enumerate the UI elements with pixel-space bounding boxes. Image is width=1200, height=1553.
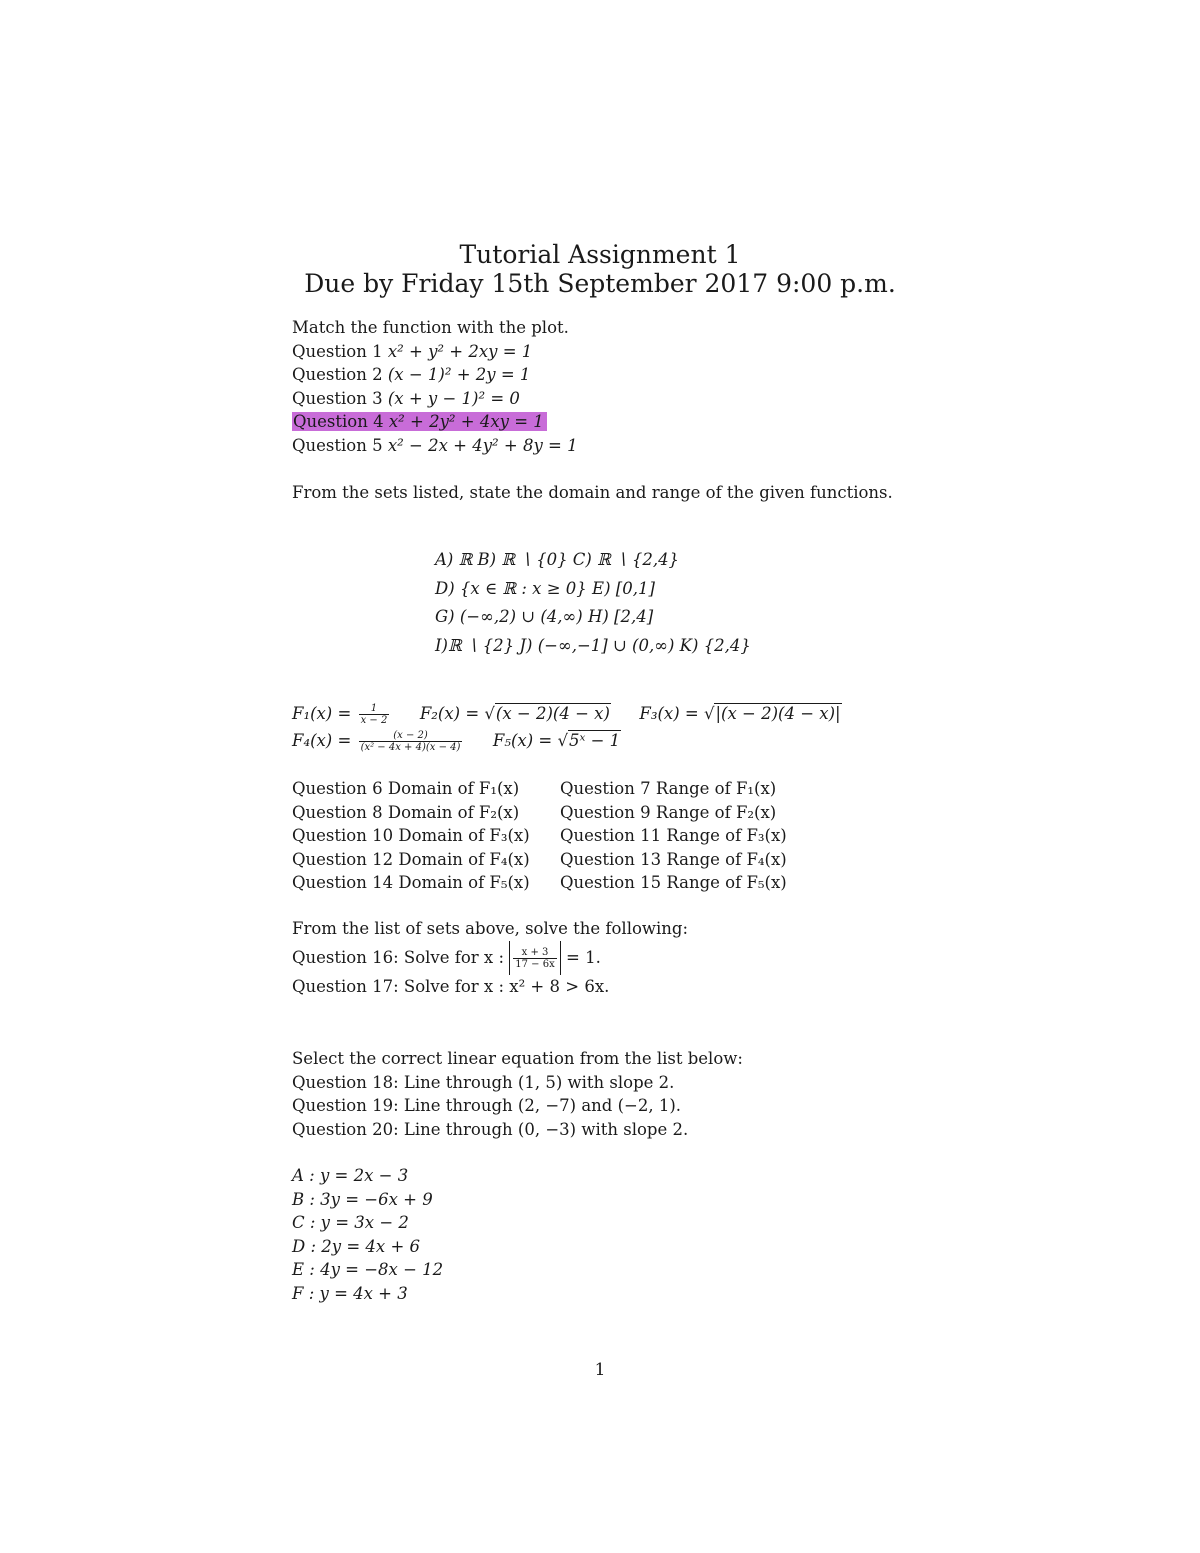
page-number: 1 <box>594 1360 606 1380</box>
question-3 <box>292 387 578 411</box>
option-f: F : y = 4x + 3 <box>292 1283 408 1303</box>
dr-right: Question 9 Range of F₂(x) <box>560 802 777 822</box>
f2-definition <box>420 700 611 727</box>
question-3-equation: (x + y − 1)² = 0 <box>387 388 520 408</box>
f5-radicand: 5ˣ − 1 <box>569 731 621 750</box>
f1-fraction <box>359 703 390 726</box>
f2-radicand: (x − 2)(4 − x) <box>495 704 610 723</box>
page-title: Tutorial Assignment 1 <box>459 240 741 269</box>
option-a: A : y = 2x − 3 <box>292 1166 409 1185</box>
f2-lhs: F₂(x) = √ <box>419 704 495 723</box>
dr-right: Question 7 Range of F₁(x) <box>560 779 777 798</box>
question-4-label: Question 4 <box>293 412 384 431</box>
question-1-label: Question 1 <box>292 341 383 361</box>
question-5-equation: x² − 2x + 4y² + 8y = 1 <box>387 435 578 455</box>
f1-numerator: 1 <box>359 703 390 715</box>
match-intro: Match the function with the plot. <box>292 318 569 337</box>
dr-right: Question 11 Range of F₃(x) <box>560 826 787 845</box>
question-20: Question 20: Line through (0, −3) with slope 2. <box>292 1119 689 1139</box>
f3-radicand: |(x − 2)(4 − x)| <box>715 704 841 723</box>
set-row-1: A) ℝ B) ℝ ∖ {0} C) ℝ ∖ {2,4} <box>435 550 680 569</box>
dr-left: Question 14 Domain of F₅(x) <box>292 873 530 892</box>
question-16-fraction <box>513 947 556 970</box>
title-block <box>0 240 1200 298</box>
question-4 <box>292 410 578 434</box>
option-b: B : 3y = −6x + 9 <box>292 1189 433 1209</box>
function-row-2 <box>292 727 842 754</box>
domain-range-questions <box>292 777 787 895</box>
question-16-tail: = 1. <box>566 947 601 967</box>
linear-section <box>292 1047 743 1141</box>
f3-lhs: F₃(x) = √ <box>639 704 715 723</box>
dr-row <box>292 777 787 801</box>
function-row-1 <box>292 700 842 727</box>
question-4-equation: x² + 2y² + 4xy = 1 <box>388 412 544 431</box>
dr-right: Question 15 Range of F₅(x) <box>560 873 787 892</box>
f1-lhs: F₁(x) = <box>292 704 352 723</box>
question-16-abs <box>509 941 560 975</box>
option-e: E : 4y = −8x − 12 <box>292 1260 444 1279</box>
question-17: Question 17: Solve for x : x² + 8 > 6x. <box>292 977 610 996</box>
question-16-numerator: x + 3 <box>513 947 556 959</box>
linear-intro: Select the correct linear equation from the list below: <box>292 1049 743 1068</box>
question-18: Question 18: Line through (1, 5) with slope 2. <box>292 1072 675 1092</box>
question-16-label: Question 16: Solve for x : <box>292 947 505 967</box>
f5-definition <box>493 727 621 754</box>
f4-fraction <box>359 730 463 753</box>
dr-row <box>292 848 787 872</box>
option-d: D : 2y = 4x + 6 <box>292 1236 421 1256</box>
question-5 <box>292 434 578 458</box>
due-date: Due by Friday 15th September 2017 9:00 p.m. <box>304 269 896 298</box>
f4-lhs: F₄(x) = <box>292 731 352 750</box>
f4-numerator: (x − 2) <box>359 730 463 742</box>
set-list <box>435 546 751 660</box>
solve-section <box>292 917 688 999</box>
f1-denominator: x − 2 <box>360 715 388 726</box>
dr-left: Question 6 Domain of F₁(x) <box>292 779 520 798</box>
dr-left: Question 8 Domain of F₂(x) <box>292 802 520 822</box>
question-2-equation: (x − 1)² + 2y = 1 <box>387 365 531 384</box>
dr-row <box>292 801 787 825</box>
question-5-label: Question 5 <box>292 435 383 455</box>
set-row-2: D) {x ∈ ℝ : x ≥ 0} E) [0,1] <box>435 578 655 598</box>
question-2 <box>292 363 578 387</box>
f3-definition <box>639 700 841 727</box>
f5-lhs: F₅(x) = √ <box>492 731 568 750</box>
question-3-label: Question 3 <box>292 388 383 408</box>
question-1 <box>292 340 578 364</box>
function-definitions <box>292 700 842 754</box>
dr-left: Question 12 Domain of F₄(x) <box>292 849 530 869</box>
solve-intro: From the list of sets above, solve the following: <box>292 919 689 938</box>
question-1-equation: x² + y² + 2xy = 1 <box>387 341 533 361</box>
linear-options <box>292 1164 443 1305</box>
f4-denominator: (x² − 4x + 4)(x − 4) <box>360 742 461 753</box>
match-section <box>292 316 578 457</box>
domain-intro: From the sets listed, state the domain and range of the given functions. <box>292 483 893 502</box>
question-2-label: Question 2 <box>292 365 383 384</box>
set-row-4: I)ℝ ∖ {2} J) (−∞,−1] ∪ (0,∞) K) {2,4} <box>435 635 751 655</box>
dr-row <box>292 871 787 895</box>
dr-row <box>292 824 787 848</box>
dr-left: Question 10 Domain of F₃(x) <box>292 826 530 845</box>
option-c: C : y = 3x − 2 <box>292 1213 409 1232</box>
dr-right: Question 13 Range of F₄(x) <box>560 849 787 869</box>
question-16 <box>292 941 688 976</box>
question-19: Question 19: Line through (2, −7) and (−2, 1). <box>292 1096 682 1115</box>
set-row-3: G) (−∞,2) ∪ (4,∞) H) [2,4] <box>435 607 654 626</box>
question-16-denominator: 17 − 6x <box>515 959 555 970</box>
question-4-highlight <box>292 412 547 431</box>
